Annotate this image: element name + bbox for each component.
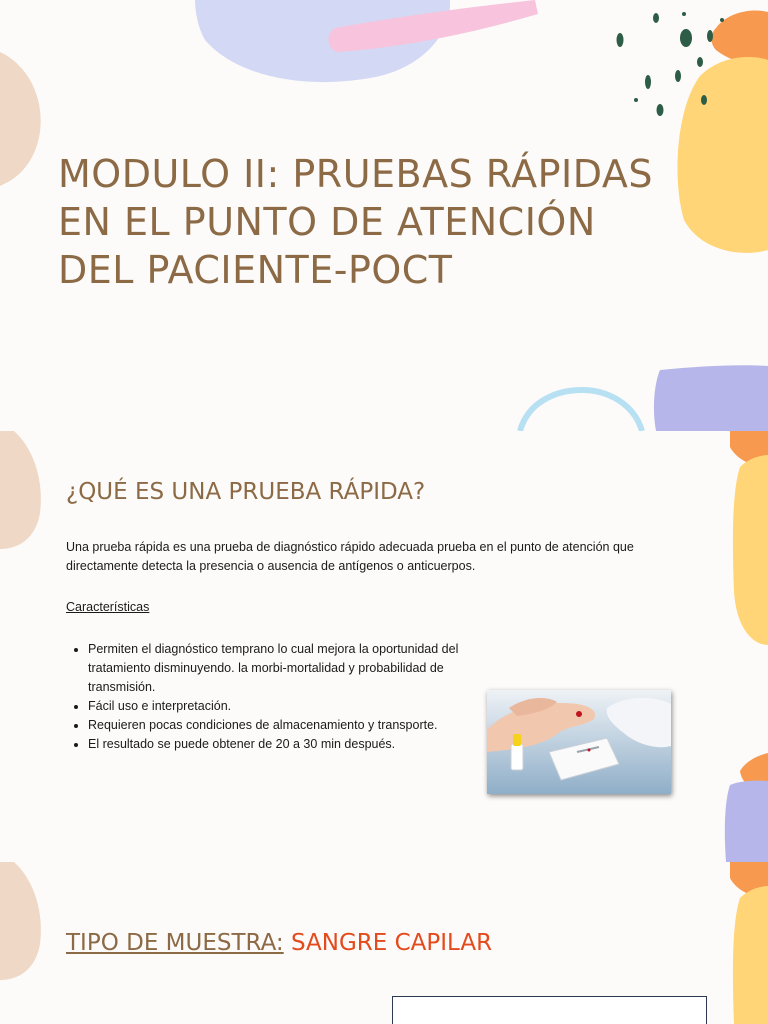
sample-type-slide <box>0 862 768 1024</box>
peach-blob <box>0 431 41 549</box>
yellow-blob <box>677 57 768 253</box>
sample-type-value: SANGRE CAPILAR <box>290 930 493 956</box>
title-line-3: DEL PACIENTE-POCT <box>58 248 453 292</box>
lavender-stroke <box>654 365 768 431</box>
definition-slide <box>0 431 768 862</box>
features-label: Características <box>66 600 150 614</box>
title-slide <box>0 0 768 431</box>
content-frame <box>392 996 707 1024</box>
section-heading: ¿QUÉ ES UNA PRUEBA RÁPIDA? <box>66 479 426 505</box>
list-item: • Fácil uso e interpretación. <box>88 697 508 716</box>
yellow-blob <box>733 886 768 1024</box>
blue-arc <box>520 390 642 431</box>
sample-type-heading <box>66 930 492 956</box>
list-item: • Permiten el diagnóstico temprano lo cual mejora la oportunidad del tratamiento disminuyendo. la morbi-mortalidad y probabilidad de transmisión. <box>88 640 508 697</box>
rapid-test-illustration <box>487 690 671 794</box>
yellow-blob <box>733 455 768 645</box>
peach-blob <box>0 862 41 980</box>
title-line-2: EN EL PUNTO DE ATENCIÓN <box>58 200 596 244</box>
title-line-1: MODULO II: PRUEBAS RÁPIDAS <box>58 152 653 196</box>
list-item: • Requieren pocas condiciones de almacenamiento y transporte. <box>88 716 508 735</box>
sample-type-label: TIPO DE MUESTRA: <box>66 930 284 956</box>
features-list <box>70 640 508 754</box>
rapid-test-photo <box>487 690 671 794</box>
list-item: • El resultado se puede obtener de 20 a 30 min después. <box>88 735 508 754</box>
definition-paragraph: Una prueba rápida es una prueba de diagnóstico rápido adecuada prueba en el punto de atención que directamente detecta la presencia o ausencia de antígenos o anticuerpos. <box>66 540 634 573</box>
peach-blob <box>0 52 41 186</box>
module-title <box>58 150 678 294</box>
lavender-stroke <box>725 781 768 862</box>
